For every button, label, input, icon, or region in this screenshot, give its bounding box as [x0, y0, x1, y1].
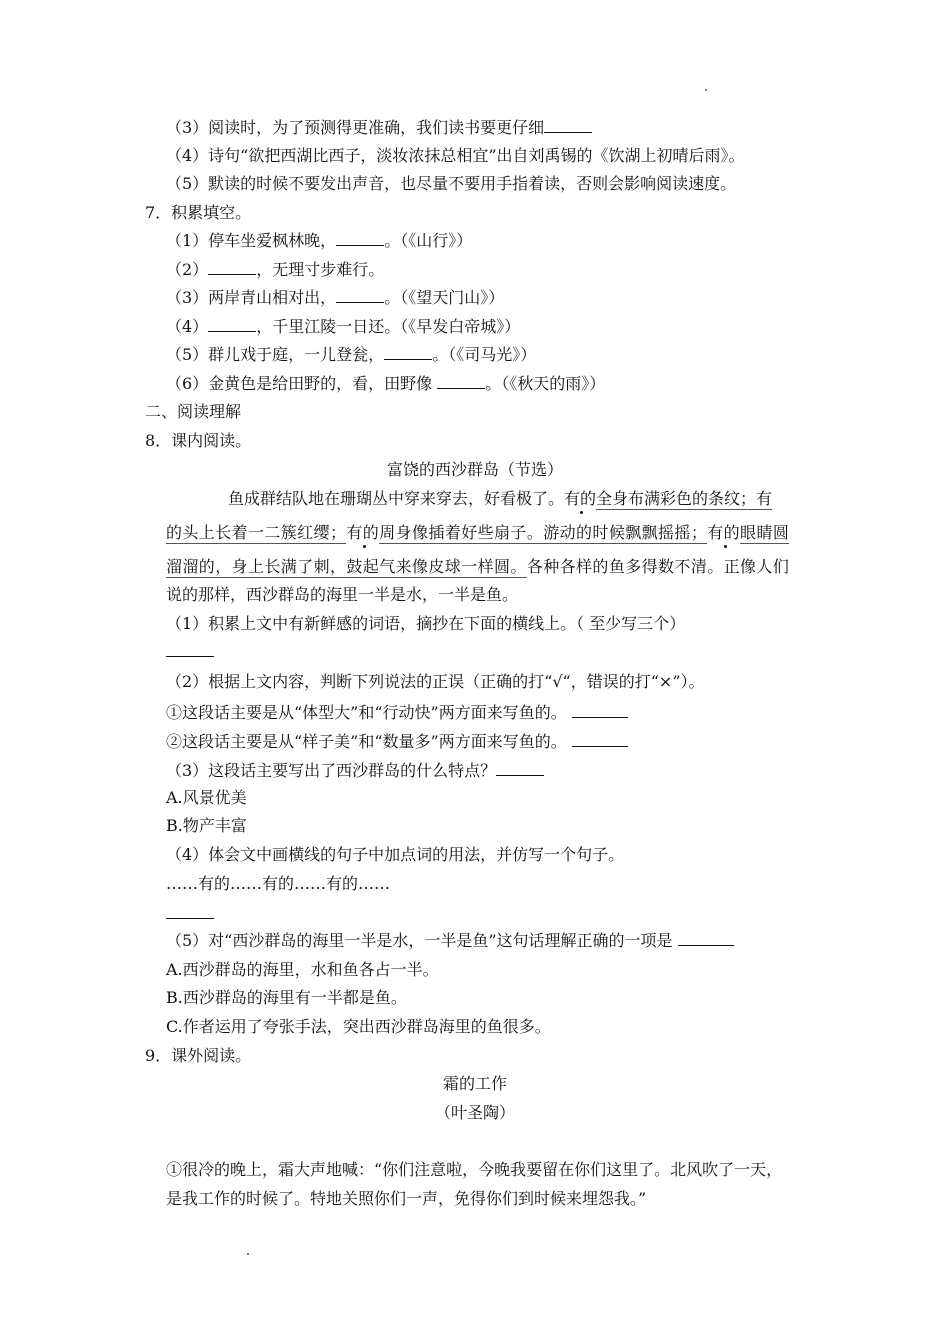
q6-item-4: （4）诗句“欲把西湖比西子，淡妆浓抹总相宜”出自刘禹锡的《饮湖上初晴后雨》。	[166, 146, 745, 165]
text: （2）	[166, 260, 209, 279]
answer-blank[interactable]	[336, 288, 384, 303]
underlined-text: 周身像插着好些扇子。游动的时候飘飘摇摇；	[379, 523, 708, 542]
text: ②这段话主要是从“样子美”和“数量多”两方面来写鱼的。	[166, 732, 567, 751]
passage-line: 是我工作的时候了。特地关照你们一声，免得你们到时候来埋怨我。”	[166, 1189, 647, 1208]
text: （3）两岸青山相对出，	[166, 288, 337, 307]
answer-blank[interactable]	[572, 703, 628, 718]
underlined-text: 全身布满彩色的条纹；有	[596, 489, 773, 508]
passage-line: ①很冷的晚上，霜大声地喊：“你们注意啦，今晚我要留在你们这里了。北风吹了一天，	[166, 1160, 783, 1179]
text: 鱼成群结队地在珊瑚丛中穿来穿去，好看极了。	[228, 489, 565, 508]
answer-blank[interactable]	[437, 374, 485, 389]
q8-title: 8．课内阅读。	[145, 431, 252, 450]
text: （4）	[166, 317, 209, 336]
q7-item-4	[166, 317, 520, 337]
text: ，无理寸步难行。	[256, 260, 385, 279]
q6-item-5: （5）默读的时候不要发出声音，也尽量不要用手指着读，否则会影响阅读速度。	[166, 174, 737, 193]
answer-blank[interactable]	[496, 761, 544, 776]
underlined-text: 眼睛圆	[740, 523, 790, 542]
passage-title: 霜的工作	[442, 1074, 507, 1093]
passage-line	[166, 557, 789, 577]
text: 。（《望天门山》）	[384, 288, 505, 307]
q7-item-6	[166, 374, 605, 394]
option-a[interactable]: A.风景优美	[166, 788, 247, 807]
answer-blank[interactable]	[166, 904, 214, 919]
q9-title: 9．课外阅读。	[145, 1046, 252, 1065]
q7-item-3	[166, 288, 504, 308]
q7-item-1	[166, 231, 472, 251]
text: （6）金黄色是给田野的，看，田野像	[166, 374, 438, 393]
answer-blank[interactable]	[572, 732, 628, 747]
answer-blank[interactable]	[384, 345, 432, 360]
passage-line	[166, 523, 789, 543]
q8-sub-2a	[166, 703, 628, 723]
q6-item-3	[166, 118, 592, 138]
q8-sub-1: （1）积累上文中有新鲜感的词语，摘抄在下面的横线上。（ 至少写三个）	[166, 614, 686, 633]
text: （3）这段话主要写出了西沙群岛的什么特点？	[166, 761, 497, 780]
option-b[interactable]: B.西沙群岛的海里有一半都是鱼。	[166, 988, 407, 1007]
q8-sub-4-pattern: ……有的……有的……有的……	[166, 874, 391, 893]
text: ，千里江陵一日还。（《早发白帝城》）	[256, 317, 521, 336]
page-mark	[247, 1253, 249, 1255]
q7-item-2	[166, 260, 384, 280]
q8-sub-1-answer[interactable]	[166, 642, 214, 662]
dotted-word	[564, 489, 596, 508]
answer-blank[interactable]	[336, 231, 384, 246]
text: 。（《秋天的雨》）	[485, 374, 606, 393]
dotted-word: 有的	[707, 523, 741, 542]
dotted-word: 有的	[346, 523, 380, 542]
q8-sub-2b	[166, 732, 628, 752]
answer-blank[interactable]	[208, 317, 256, 332]
answer-blank[interactable]	[208, 260, 256, 275]
passage-line	[228, 489, 772, 509]
underlined-text: 的头上长着一二簇红缨；	[166, 523, 347, 542]
text: 有的	[564, 489, 597, 508]
passage-author: （叶圣陶）	[434, 1103, 515, 1122]
q8-sub-2: （2）根据上文内容，判断下列说法的正误（正确的打“√“，错误的打“×”）。	[166, 672, 705, 691]
q8-sub-3	[166, 761, 544, 781]
text: （1）停车坐爱枫林晚，	[166, 231, 337, 250]
text: 。（《山行》）	[384, 231, 473, 250]
q8-sub-5	[166, 931, 734, 951]
text: （5）群儿戏于庭，一儿登瓮，	[166, 345, 385, 364]
text: ①这段话主要是从“体型大”和“行动快”两方面来写鱼的。	[166, 703, 567, 722]
q7-item-5	[166, 345, 536, 365]
text: 。（《司马光》）	[432, 345, 537, 364]
answer-blank[interactable]	[166, 642, 214, 657]
q8-sub-4-answer[interactable]	[166, 904, 214, 924]
q8-sub-4: （4）体会文中画横线的句子中加点词的用法，并仿写一个句子。	[166, 845, 625, 864]
underlined-text: 溜溜的，身上长满了刺，鼓起气来像皮球一样圆。	[166, 557, 527, 576]
passage-line: 说的那样，西沙群岛的海里一半是水，一半是鱼。	[166, 585, 519, 604]
text: （3）阅读时，为了预测得更准确，我们读书要更仔细	[166, 118, 545, 137]
answer-blank[interactable]	[678, 931, 734, 946]
passage-title: 富饶的西沙群岛（节选）	[386, 460, 563, 479]
text: 各种各样的鱼多得数不清。正像人们	[526, 557, 790, 576]
q7-title: 7．积累填空。	[145, 203, 252, 222]
section-heading: 二、阅读理解	[145, 402, 242, 421]
option-a[interactable]: A.西沙群岛的海里，水和鱼各占一半。	[166, 960, 439, 979]
answer-blank[interactable]	[544, 118, 592, 133]
page-mark	[705, 89, 707, 91]
option-b[interactable]: B.物产丰富	[166, 816, 247, 835]
text: （5）对“西沙群岛的海里一半是水，一半是鱼”这句话理解正确的一项是	[166, 931, 678, 950]
option-c[interactable]: C.作者运用了夸张手法，突出西沙群岛海里的鱼很多。	[166, 1017, 551, 1036]
